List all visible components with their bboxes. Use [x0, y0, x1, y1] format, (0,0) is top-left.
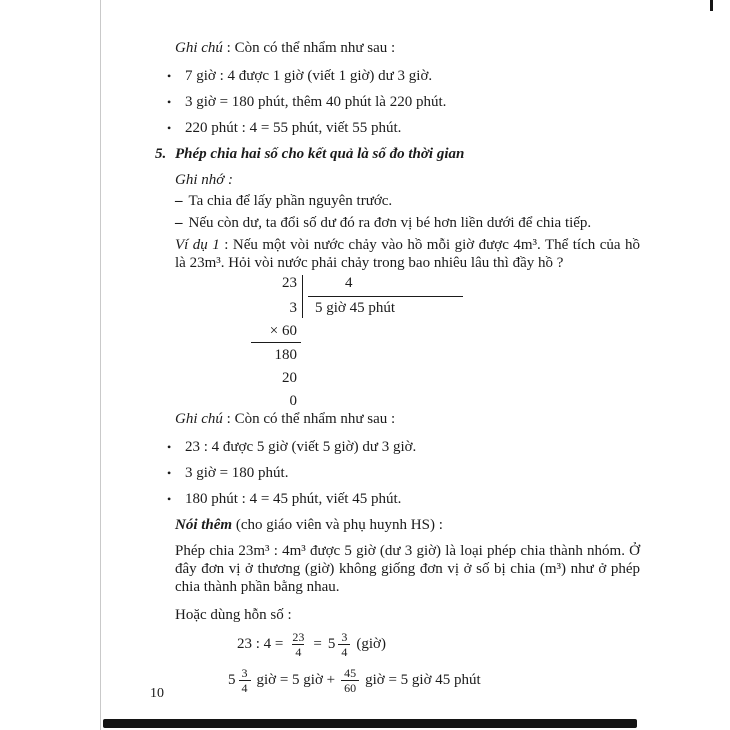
division-remainder1: 3 [289, 300, 297, 316]
list-item [167, 67, 640, 85]
example-paragraph [175, 236, 640, 272]
list-item [167, 490, 640, 508]
bullet-text: 3 giờ = 180 phút. [185, 465, 289, 481]
division-vertical-bar [302, 275, 303, 318]
scan-corner-mark [710, 0, 713, 11]
fraction-numerator: 3 [341, 629, 348, 644]
bullet-text: 180 phút : 4 = 45 phút, viết 45 phút. [185, 491, 402, 507]
extra-heading-text: (cho giáo viên và phụ huynh HS) : [232, 517, 443, 533]
mixed-number [328, 630, 351, 659]
bullet-text: 23 : 4 được 5 giờ (viết 5 giờ) dư 3 giờ. [185, 439, 417, 455]
fraction-denominator: 4 [338, 644, 350, 659]
long-division-work [175, 274, 640, 409]
example-text: : Nếu một vòi nước chảy vào hồ mỗi giờ được 4m³. Thể tích của hồ là 23m³. Hỏi vòi nước phải chảy trong bao nhiêu lâu thì đầy hồ ? [175, 237, 640, 271]
page-margin-rule [100, 0, 101, 730]
mixed-whole: 5 [228, 672, 236, 688]
example-label: Ví dụ 1 [175, 237, 220, 253]
division-quotient: 5 giờ 45 phút [315, 300, 396, 316]
note1-text: : Còn có thể nhẩm như sau : [222, 40, 396, 56]
fraction-numerator: 3 [241, 665, 248, 680]
list-item [167, 119, 640, 137]
page-content [155, 39, 640, 696]
note1-label: Ghi chú [175, 40, 223, 56]
division-horizontal-bar [308, 296, 463, 297]
note2-heading [175, 410, 640, 428]
extra-heading [175, 516, 640, 534]
bullet-text: 3 giờ = 180 phút, thêm 40 phút là 220 phút. [185, 94, 447, 110]
reminder-item [175, 214, 640, 232]
division-multiplier: × 60 [269, 323, 297, 339]
mixed-whole: 5 [327, 636, 336, 652]
page-number: 10 [150, 686, 164, 701]
math2-middle: giờ = 5 giờ + [256, 672, 336, 688]
bullet-icon: • [167, 69, 172, 83]
math2-tail: giờ = 5 giờ 45 phút [365, 672, 481, 688]
section-number: 5. [155, 146, 167, 162]
bullet-icon: • [167, 95, 172, 109]
fraction-45-60 [341, 666, 359, 695]
math1-lhs: 23 : 4 = [237, 636, 284, 652]
fraction-23-4 [289, 630, 307, 659]
bullet-icon: • [167, 492, 172, 506]
note1-heading [175, 39, 640, 57]
fraction-numerator: 45 [344, 665, 357, 680]
division-remainder3: 0 [289, 393, 297, 409]
note2-label: Ghi chú [175, 411, 223, 427]
mixed-number [228, 666, 251, 695]
bullet-text: 220 phút : 4 = 55 phút, viết 55 phút. [185, 120, 402, 136]
division-dividend: 23 [282, 275, 297, 291]
extra-paragraph: Phép chia 23m³ : 4m³ được 5 giờ (dư 3 giờ) là loại phép chia thành nhóm. Ở đây đơn vị ở thương (giờ) không giống đơn vị ở số bị chia (m³) như ở phép chia thành phần bằng nhau. [175, 543, 640, 595]
dash-icon: – [175, 215, 183, 231]
math1-equals: = [313, 636, 322, 652]
division-underline [251, 342, 301, 343]
fraction-numerator: 23 [292, 629, 305, 644]
bullet-icon: • [167, 440, 172, 454]
list-item [167, 464, 640, 482]
reminder-text: Nếu còn dư, ta đổi số dư đó ra đơn vị bé hơn liền dưới để chia tiếp. [188, 215, 592, 231]
dash-icon: – [175, 193, 183, 209]
division-remainder2: 20 [282, 370, 297, 386]
extra-label: Nói thêm [175, 517, 233, 533]
reminder-item [175, 192, 640, 210]
section-title: Phép chia hai số cho kết quả là số đo thời gian [175, 146, 465, 162]
reminder-text: Ta chia để lấy phần nguyên trước. [188, 193, 393, 209]
bullet-icon: • [167, 466, 172, 480]
math-line-1 [237, 628, 640, 660]
fraction-3-4 [239, 666, 251, 695]
division-product: 180 [274, 347, 297, 363]
fraction-denominator: 60 [341, 680, 359, 695]
list-item [167, 438, 640, 456]
reminder-label: Ghi nhớ : [175, 172, 234, 188]
mixed-number-intro: Hoặc dùng hỗn số : [175, 607, 292, 623]
section-heading [155, 145, 640, 163]
note2-text: : Còn có thể nhẩm như sau : [222, 411, 396, 427]
bullet-icon: • [167, 121, 172, 135]
division-divisor: 4 [345, 275, 353, 291]
fraction-denominator: 4 [239, 680, 251, 695]
bullet-text: 7 giờ : 4 được 1 giờ (viết 1 giờ) dư 3 giờ. [185, 68, 433, 84]
math-line-2 [228, 664, 640, 696]
fraction-3-4 [338, 630, 350, 659]
math1-unit: (giờ) [356, 636, 386, 652]
list-item [167, 93, 640, 111]
scan-bottom-edge [103, 719, 637, 728]
fraction-denominator: 4 [292, 644, 304, 659]
